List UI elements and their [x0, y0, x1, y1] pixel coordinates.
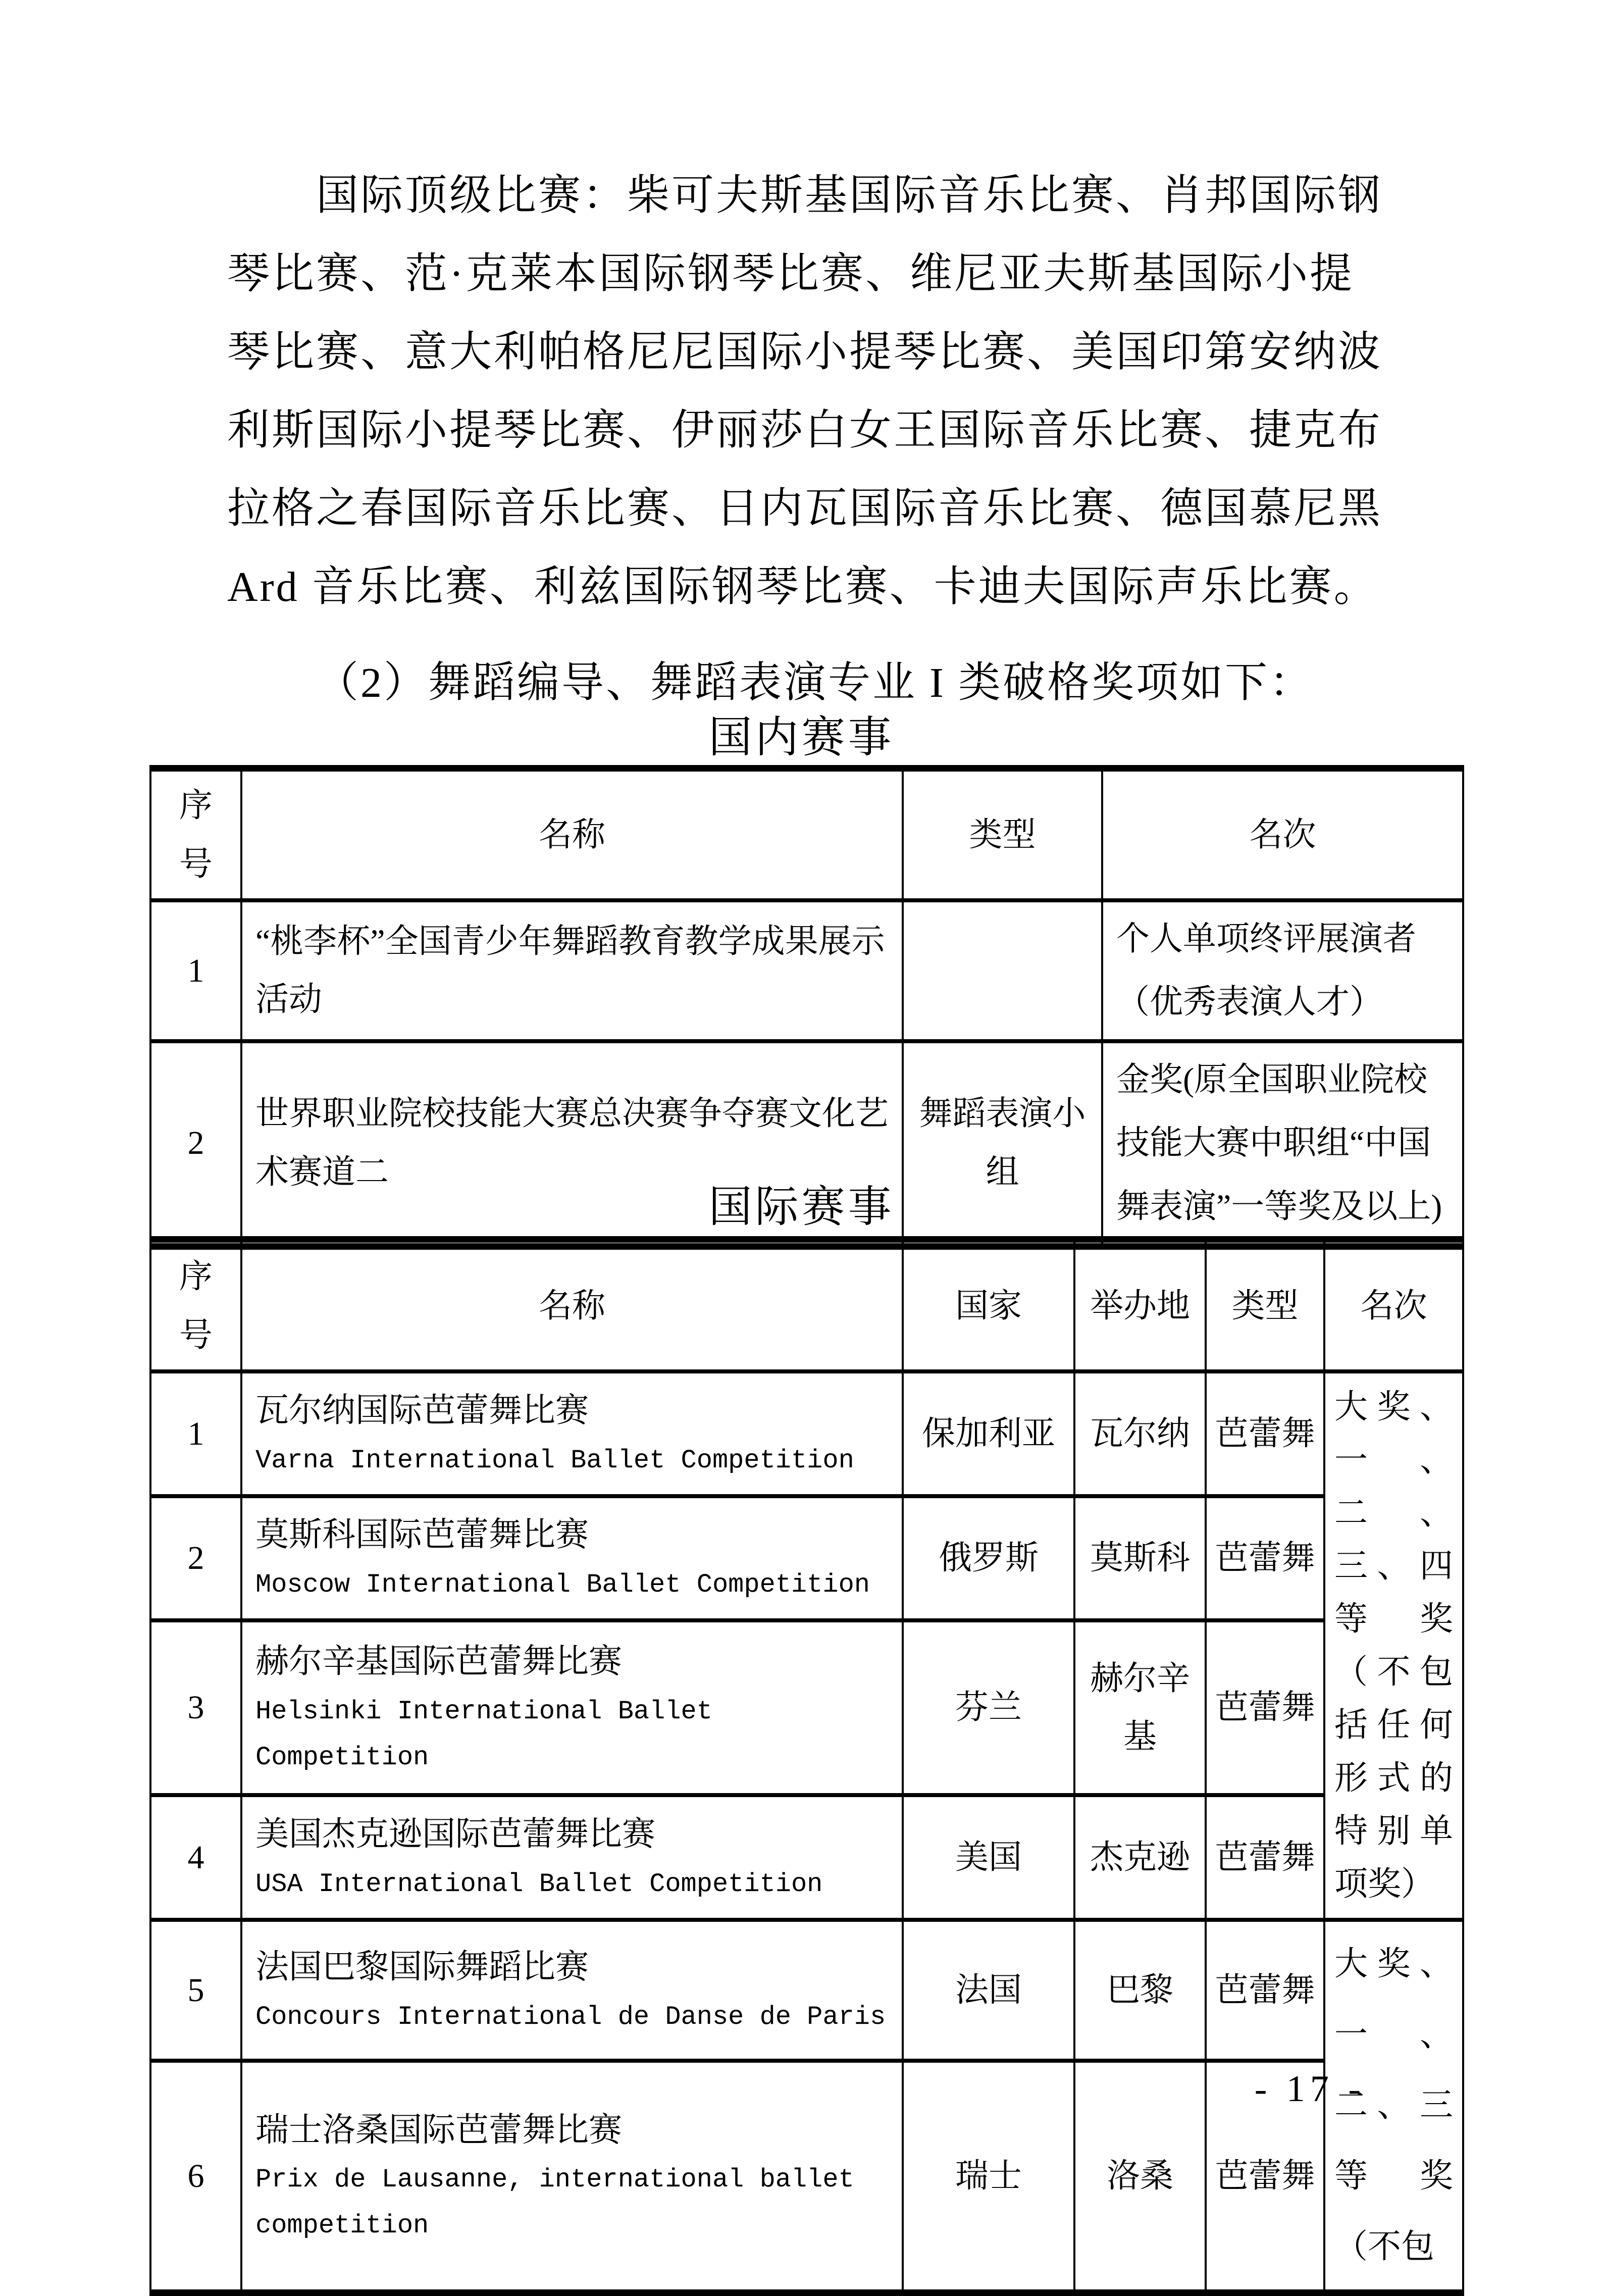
- intl-rank-merged-rows-5-6: 大奖、一、二、三等奖（不包: [1324, 1920, 1463, 2293]
- intl-row2-name: [241, 1496, 903, 1621]
- intl-row3-name-en: Helsinki International Ballet Competition: [255, 1697, 712, 1773]
- intl-header-type: 类型: [1206, 1240, 1324, 1372]
- intl-row5-no: 5: [150, 1920, 241, 2061]
- domestic-header-name: 名称: [241, 769, 903, 901]
- table-row: [150, 900, 1463, 1041]
- intl-row2-type: 芭蕾舞: [1206, 1496, 1324, 1621]
- intl-header-country: 国家: [903, 1240, 1074, 1372]
- intl-row3-country: 芬兰: [903, 1620, 1074, 1795]
- intl-row5-country: 法国: [903, 1920, 1074, 2061]
- domestic-header-type: 类型: [903, 769, 1102, 901]
- intl-row4-type: 芭蕾舞: [1206, 1795, 1324, 1920]
- intl-row1-country: 保加利亚: [903, 1371, 1074, 1496]
- item-2-heading: （2）舞蹈编导、舞蹈表演专业 I 类破格奖项如下：: [316, 659, 1314, 706]
- intl-row4-country: 美国: [903, 1795, 1074, 1920]
- domestic-row1-name: “桃李杯”全国青少年舞蹈教育教学成果展示活动: [241, 900, 903, 1041]
- intl-row5-name-en: Concours International de Danse de Paris: [255, 2002, 886, 2032]
- domestic-header-rank: 名次: [1102, 769, 1463, 901]
- intl-row3-no: 3: [150, 1620, 241, 1795]
- intl-row1-name-zh: 瓦尔纳国际芭蕾舞比赛: [255, 1392, 589, 1429]
- intl-header-city: 举办地: [1074, 1240, 1206, 1372]
- international-header-row: [150, 1240, 1463, 1372]
- intl-row1-no: 1: [150, 1371, 241, 1496]
- intl-row5-city: 巴黎: [1074, 1920, 1206, 2061]
- intl-row2-country: 俄罗斯: [903, 1496, 1074, 1621]
- intl-row2-no: 2: [150, 1496, 241, 1621]
- intro-paragraph: [227, 157, 1399, 626]
- domestic-row1-no: 1: [150, 900, 241, 1041]
- intl-row4-city: 杰克逊: [1074, 1795, 1206, 1920]
- intl-row1-name-en: Varna International Ballet Competition: [255, 1445, 854, 1475]
- domestic-events-title: 国内赛事: [708, 713, 895, 761]
- intl-row4-name-en: USA International Ballet Competition: [255, 1869, 823, 1900]
- intl-row4-name-zh: 美国杰克逊国际芭蕾舞比赛: [255, 1816, 655, 1853]
- paragraph-line: 利斯国际小提琴比赛、伊丽莎白女王国际音乐比赛、捷克布: [227, 407, 1383, 454]
- intl-header-rank: 名次: [1324, 1240, 1463, 1372]
- intl-row5-type: 芭蕾舞: [1206, 1920, 1324, 2061]
- domestic-header-no: 序号: [150, 769, 241, 901]
- international-events-title: 国际赛事: [708, 1183, 895, 1231]
- intl-row6-name: [241, 2061, 903, 2293]
- domestic-row2-rank: 金奖(原全国职业院校技能大赛中职组“中国舞表演”一等奖及以上): [1102, 1041, 1463, 1247]
- intl-row2-city: 莫斯科: [1074, 1496, 1206, 1621]
- intl-row6-country: 瑞士: [903, 2061, 1074, 2293]
- intl-row4-no: 4: [150, 1795, 241, 1920]
- table-row: [150, 1920, 1463, 2061]
- paragraph-line: 琴比赛、范·克莱本国际钢琴比赛、维尼亚夫斯基国际小提: [227, 250, 1354, 297]
- page-number: - 17 -: [1254, 2068, 1366, 2110]
- intl-row2-name-zh: 莫斯科国际芭蕾舞比赛: [255, 1516, 589, 1554]
- intl-row5-name: [241, 1920, 903, 2061]
- intl-row6-city: 洛桑: [1074, 2061, 1206, 2293]
- intl-row2-name-en: Moscow International Ballet Competition: [255, 1570, 870, 1600]
- table-row: [150, 1620, 1463, 1795]
- table-row: [150, 1496, 1463, 1621]
- intl-header-no: 序号: [150, 1240, 241, 1372]
- paragraph-line: 琴比赛、意大利帕格尼尼国际小提琴比赛、美国印第安纳波: [227, 329, 1383, 376]
- intl-row4-name: [241, 1795, 903, 1920]
- intl-row3-name: [241, 1620, 903, 1795]
- domestic-header-row: [150, 769, 1463, 901]
- intl-row6-type: 芭蕾舞: [1206, 2061, 1324, 2293]
- intl-row6-name-en: Prix de Lausanne, international ballet competition: [255, 2165, 854, 2241]
- paragraph-line: Ard 音乐比赛、利兹国际钢琴比赛、卡迪夫国际声乐比赛。: [227, 564, 1378, 610]
- paragraph-line: 国际顶级比赛：柴可夫斯基国际音乐比赛、肖邦国际钢: [316, 172, 1383, 219]
- domestic-row2-type: 舞蹈表演小组: [903, 1041, 1102, 1247]
- intl-header-name: 名称: [241, 1240, 903, 1372]
- domestic-row2-name: 世界职业院校技能大赛总决赛争夺赛文化艺术赛道二: [241, 1041, 903, 1247]
- international-events-table: [149, 1236, 1464, 2296]
- intl-row3-name-zh: 赫尔辛基国际芭蕾舞比赛: [255, 1643, 622, 1680]
- intl-row5-name-zh: 法国巴黎国际舞蹈比赛: [255, 1949, 589, 1986]
- paragraph-line: 拉格之春国际音乐比赛、日内瓦国际音乐比赛、德国慕尼黑: [227, 485, 1383, 532]
- domestic-row1-rank: 个人单项终评展演者（优秀表演人才）: [1102, 900, 1463, 1041]
- domestic-row2-no: 2: [150, 1041, 241, 1247]
- intl-row1-city: 瓦尔纳: [1074, 1371, 1206, 1496]
- table-row: [150, 1795, 1463, 1920]
- intl-row6-name-zh: 瑞士洛桑国际芭蕾舞比赛: [255, 2111, 622, 2149]
- intl-row1-type: 芭蕾舞: [1206, 1371, 1324, 1496]
- intl-row1-name: [241, 1371, 903, 1496]
- intl-row6-no: 6: [150, 2061, 241, 2293]
- intl-rank-merged-rows-1-4: 大奖、一、二、三、四等奖（不包括任何形式的特别单项奖）: [1324, 1371, 1463, 1920]
- table-row: [150, 1371, 1463, 1496]
- domestic-row1-type: [903, 900, 1102, 1041]
- intl-row3-city: 赫尔辛基: [1074, 1620, 1206, 1795]
- intl-row3-type: 芭蕾舞: [1206, 1620, 1324, 1795]
